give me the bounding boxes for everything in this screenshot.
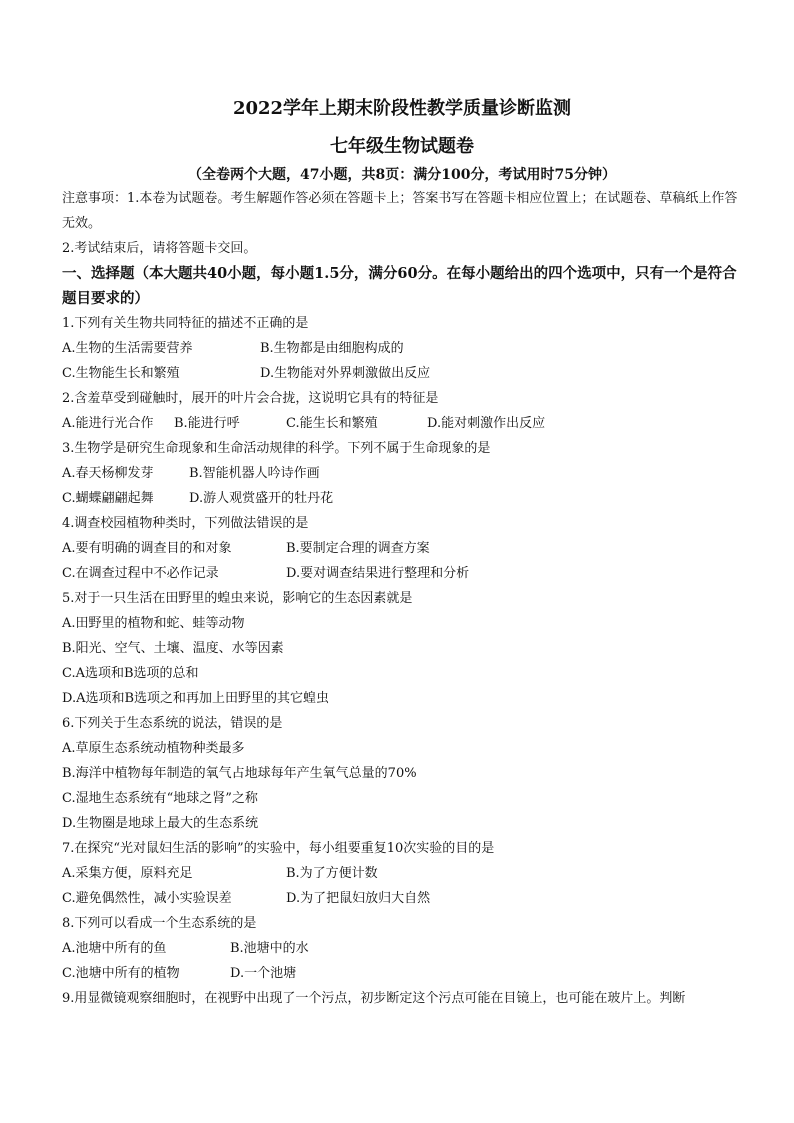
option: A.要有明确的调查目的和对象: [62, 541, 232, 556]
option: C.避免偶然性，减小实验误差: [62, 891, 232, 906]
option: C.湿地生态系统有“地球之肾”之称: [62, 791, 258, 806]
option: A.草原生态系统动植物种类最多: [62, 741, 245, 756]
question-stem: 3.生物学是研究生命现象和生命活动规律的科学。下列不属于生命现象的是: [62, 441, 491, 456]
option: A.春天杨柳发芽: [62, 466, 154, 481]
option-row: [62, 411, 742, 436]
option: B.为了方便计数: [286, 866, 378, 881]
option-row: [62, 861, 742, 886]
option: D.为了把鼠妇放归大自然: [286, 891, 431, 906]
option-row: [62, 486, 742, 511]
option: D.一个池塘: [230, 966, 297, 981]
section-heading: 一、选择题（本大题共40小题，每小题1.5分，满分60分。在每小题给出的四个选项中，只有一个是符合题目要求的）: [62, 265, 737, 307]
question-stem: 1.下列有关生物共同特征的描述不正确的是: [62, 316, 309, 331]
question-stem: 8.下列可以看成一个生态系统的是: [62, 916, 257, 931]
exam-page: [62, 96, 742, 1011]
question-stem: 6.下列关于生态系统的说法，错误的是: [62, 716, 283, 731]
exam-subject-title: 七年级生物试题卷: [330, 136, 474, 157]
option: B.阳光、空气、土壤、温度、水等因素: [62, 641, 284, 656]
question-stem: 5.对于一只生活在田野里的蝗虫来说，影响它的生态因素就是: [62, 591, 413, 606]
option-row: [62, 561, 742, 586]
option: A.能进行光合作: [62, 416, 154, 431]
notice-line-2: 2.考试结束后，请将答题卡交回。: [62, 241, 257, 256]
option-row: [62, 536, 742, 561]
option: D.生物能对外界刺激做出反应: [260, 366, 431, 381]
option-row: [62, 461, 742, 486]
question-stem: 9.用显微镜观察细胞时，在视野中出现了一个污点，初步断定这个污点可能在目镜上，也可能在玻片上。判断: [62, 991, 686, 1006]
option: D.要对调查结果进行整理和分析: [286, 566, 470, 581]
option: B.海洋中植物每年制造的氧气占地球每年产生氧气总量的70%: [62, 766, 417, 781]
exam-info: （全卷两个大题，47小题，共8页：满分100分，考试用时75分钟）: [188, 167, 616, 183]
question-stem: 7.在探究“光对鼠妇生活的影响”的实验中，每小组要重复10次实验的目的是: [62, 841, 495, 856]
option: C.A选项和B选项的总和: [62, 666, 199, 681]
notice-line-1: 注意事项：1.本卷为试题卷。考生解题作答必须在答题卡上；答案书写在答题卡相应位置上；在试题卷、草稿纸上作答无效。: [62, 191, 738, 231]
option: C.池塘中所有的植物: [62, 966, 180, 981]
option-row: [62, 361, 742, 386]
option-row: [62, 886, 742, 911]
option: C.在调查过程中不必作记录: [62, 566, 219, 581]
option: D.游人观赏盛开的牡丹花: [189, 491, 334, 506]
option-row: [62, 936, 742, 961]
option: C.生物能生长和繁殖: [62, 366, 180, 381]
option: A.生物的生活需要营养: [62, 341, 193, 356]
exam-title: 2022学年上期末阶段性教学质量诊断监测: [232, 98, 572, 119]
option-row: [62, 336, 742, 361]
option: A.田野里的植物和蛇、蛙等动物: [62, 616, 245, 631]
option: D.A选项和B选项之和再加上田野里的其它蝗虫: [62, 691, 330, 706]
option: B.生物都是由细胞构成的: [260, 341, 404, 356]
option: C.能生长和繁殖: [286, 416, 378, 431]
question-stem: 4.调查校园植物种类时，下列做法错误的是: [62, 516, 309, 531]
option: B.要制定合理的调查方案: [286, 541, 430, 556]
option: B.池塘中的水: [230, 941, 309, 956]
option: B.智能机器人吟诗作画: [189, 466, 320, 481]
option: B.能进行呼: [174, 416, 240, 431]
question-stem: 2.含羞草受到碰触时，展开的叶片会合拢，这说明它具有的特征是: [62, 391, 439, 406]
option-row: [62, 961, 742, 986]
option: A.池塘中所有的鱼: [62, 941, 167, 956]
option: D.生物圈是地球上最大的生态系统: [62, 816, 259, 831]
option: A.采集方便，原料充足: [62, 866, 193, 881]
option: D.能对刺激作出反应: [427, 416, 546, 431]
option: C.蝴蝶翩翩起舞: [62, 491, 154, 506]
